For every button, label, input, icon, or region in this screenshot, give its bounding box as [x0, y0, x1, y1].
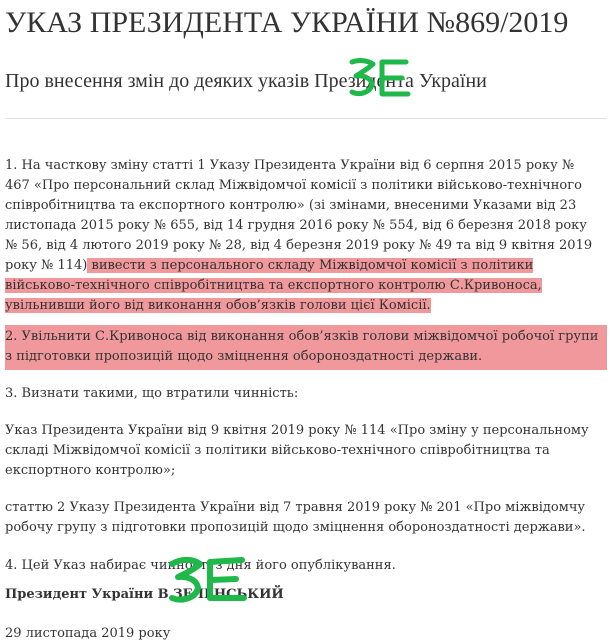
page-subtitle: Про внесення змін до деяких указів Президента України	[5, 70, 487, 92]
highlighted-paragraph: 2. Увільнити С.Кривоноса від виконання обов’язків голови міжвідомчої робочої групи з підготовки пропозицій щодо зміцнення обороноздатності держави.	[5, 325, 607, 370]
paragraph-1-text: 1. На часткову зміну статті 1 Указу Президента України від 6 серпня 2015 року № 467 «Про персональний склад Міжвідомчої комісії з політики військово-технічного співробітництва та експортного контролю» (зі змінами, внесеними Указами від 23 листопада 2015 року № 655, від 14 грудня 2016 року № 554, від 6 березня 2018 року № 56, від 4 лютого 2019 року № 28, від 4 березня 2019 року № 49 та від 9 квітня 2019 року № 114)	[5, 158, 593, 273]
paragraph-3: 3. Визнати такими, що втратили чинність:	[5, 386, 299, 401]
page-title: УКАЗ ПРЕЗИДЕНТА УКРАЇНИ №869/2019	[5, 6, 569, 39]
paragraph-3a: Указ Президента України від 9 квітня 2019 року № 114 «Про зміну у персональному складі Міжвідомчої комісії з політики військово-технічного співробітництва та експортного контролю»;	[5, 423, 589, 478]
paragraph-3b: статтю 2 Указу Президента України від 7 травня 2019 року № 201 «Про міжвідомчу робочу групу з підготовки пропозицій щодо зміцнення обороноздатності держави».	[5, 500, 586, 535]
decree-body	[5, 156, 603, 644]
ze-stamp-bottom	[166, 552, 250, 608]
divider	[5, 118, 607, 119]
signature: Президент України В.ЗЕЛЕНСЬКИЙ	[5, 587, 284, 602]
paragraph-1	[5, 156, 603, 316]
date: 29 листопада 2019 року	[5, 626, 171, 641]
ze-stamp-top	[346, 54, 416, 104]
highlighted-text: вивести з персонального складу Міжвідомчої комісії з політики військово-технічного співробітництва та експортного контролю С.Кривоноса, увільнивши його від виконання обов’язків голови цієї Комісії.	[5, 258, 542, 313]
paragraph-2	[5, 325, 603, 370]
paragraph-4: 4. Цей Указ набирає чинності з дня його опублікування.	[5, 558, 396, 573]
